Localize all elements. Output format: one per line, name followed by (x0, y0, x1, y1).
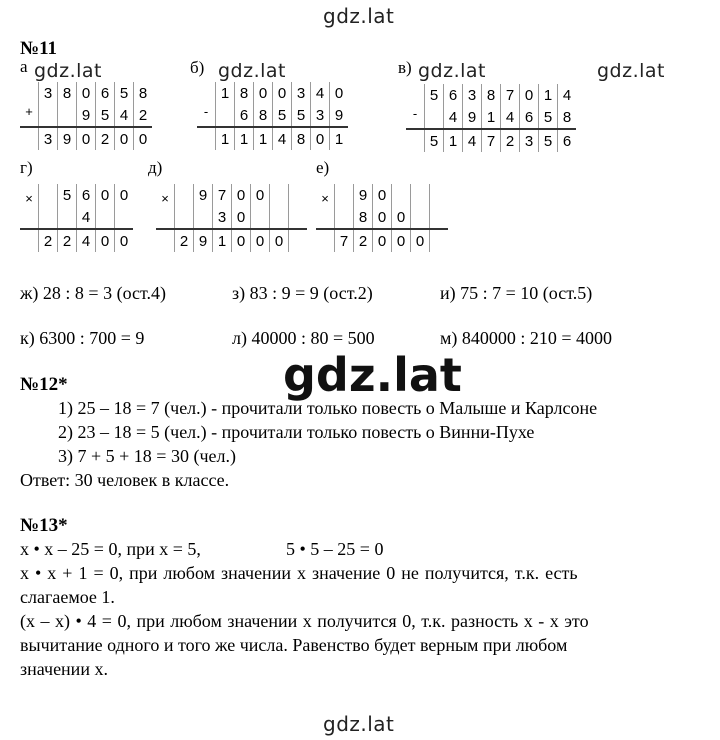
digit-cell: 6 (235, 104, 254, 127)
digit-cell: 5 (539, 129, 558, 152)
watermark-right: gdz.lat (597, 60, 666, 82)
digit-cell (216, 104, 235, 127)
digit-cell: 1 (482, 106, 501, 129)
digit-cell: 2 (501, 129, 520, 152)
digit-cell: 3 (213, 206, 232, 229)
operator-cell: - (197, 104, 216, 127)
digit-cell: 0 (392, 229, 411, 252)
digit-cell: 0 (520, 84, 539, 106)
operator-cell (20, 206, 39, 229)
digit-cell: 4 (311, 82, 330, 104)
digit-cell: 0 (251, 184, 270, 206)
digit-cell: 0 (119, 232, 129, 250)
task-13-line-6: значении x. (20, 659, 108, 679)
digit-cell (430, 229, 449, 252)
digit-cell: 0 (138, 130, 148, 148)
digit-cell: 0 (232, 206, 251, 229)
digit-cell: 0 (373, 184, 392, 206)
digit-cell: 5 (425, 129, 444, 152)
task-12-line-2: 2) 23 – 18 = 5 (чел.) - прочитали только повесть о Винни-Пухе (58, 422, 535, 442)
digit-cell: 9 (330, 104, 349, 127)
digit-cell: 8 (254, 104, 273, 127)
digit-cell: 8 (292, 127, 311, 150)
digit-cell: 5 (115, 82, 134, 104)
digit-cell: 9 (194, 184, 213, 206)
digit-cell: 9 (58, 127, 77, 150)
operator-cell: × (156, 184, 175, 206)
digit-cell: 0 (251, 229, 270, 252)
task-12-title: №12* (20, 374, 68, 395)
watermark-center: gdz.lat (283, 348, 462, 402)
digit-cell: 8 (58, 82, 77, 104)
operator-cell: - (406, 106, 425, 129)
digit-cell: 6 (520, 106, 539, 129)
digit-cell: 5 (96, 104, 115, 127)
division-i: и) 75 : 7 = 10 (ост.5) (440, 283, 593, 303)
digit-cell (39, 206, 58, 229)
digit-cell: 0 (273, 82, 292, 104)
digit-cell: 4 (562, 86, 572, 104)
digit-cell: 3 (39, 82, 58, 104)
digit-cell: 1 (444, 129, 463, 152)
digit-cell (289, 206, 308, 229)
digit-cell: 4 (273, 127, 292, 150)
task-13-title: №13* (20, 515, 68, 536)
watermark-top: gdz.lat (323, 4, 395, 28)
digit-cell: 9 (194, 229, 213, 252)
digit-cell (430, 184, 449, 206)
operator-cell (20, 229, 39, 252)
operator-cell: × (20, 184, 39, 206)
digit-cell: 8 (354, 206, 373, 229)
digit-cell: 2 (58, 229, 77, 252)
digit-cell (411, 206, 430, 229)
digit-cell: 3 (39, 127, 58, 150)
operator-cell: + (20, 104, 39, 127)
label-b: б) (190, 58, 205, 77)
task-13-line-1a: x • x – 25 = 0, при x = 5, (20, 539, 201, 559)
task-12-line-3: 3) 7 + 5 + 18 = 30 (чел.) (58, 446, 236, 466)
operator-cell (316, 229, 335, 252)
digit-cell: 3 (292, 82, 311, 104)
digit-cell (251, 206, 270, 229)
label-d: д) (148, 158, 163, 177)
digit-cell: 5 (539, 106, 558, 129)
digit-cell: 5 (425, 84, 444, 106)
column-multiplication-d (156, 184, 307, 252)
division-z: з) 83 : 9 = 9 (ост.2) (232, 283, 373, 303)
task-11-title: №11 (20, 38, 58, 59)
digit-cell: 0 (232, 184, 251, 206)
digit-cell: 4 (463, 129, 482, 152)
task-13-line-3: слагаемое 1. (20, 587, 115, 607)
digit-cell: 2 (96, 127, 115, 150)
digit-cell: 8 (235, 82, 254, 104)
digit-cell: 8 (558, 106, 577, 129)
task-13-line-1b: 5 • 5 – 25 = 0 (286, 539, 384, 559)
digit-cell: 6 (444, 84, 463, 106)
operator-cell (156, 206, 175, 229)
division-k: к) 6300 : 700 = 9 (20, 328, 145, 348)
digit-cell: 9 (354, 184, 373, 206)
digit-cell (411, 184, 430, 206)
operator-cell (156, 229, 175, 252)
task-12-line-1: 1) 25 – 18 = 7 (чел.) - прочитали только повесть о Малыше и Карлсоне (58, 398, 598, 418)
digit-cell: 4 (77, 206, 96, 229)
digit-cell: 1 (235, 127, 254, 150)
digit-cell: 0 (373, 229, 392, 252)
digit-cell: 0 (115, 127, 134, 150)
digit-cell: 7 (501, 84, 520, 106)
digit-cell (392, 184, 411, 206)
watermark-b: gdz.lat (218, 60, 287, 82)
digit-cell: 3 (311, 104, 330, 127)
digit-cell (335, 206, 354, 229)
label-a: а (20, 57, 28, 76)
column-subtraction-b (197, 82, 348, 150)
operator-cell (20, 82, 39, 104)
digit-cell: 6 (77, 184, 96, 206)
column-multiplication-e (316, 184, 448, 252)
digit-cell: 4 (444, 106, 463, 129)
operator-cell: × (316, 184, 335, 206)
digit-cell (58, 104, 77, 127)
digit-cell (175, 206, 194, 229)
operator-cell (197, 127, 216, 150)
digit-cell: 7 (213, 184, 232, 206)
operator-cell (316, 206, 335, 229)
digit-cell (289, 229, 308, 252)
column-addition-a (20, 82, 152, 150)
digit-cell: 4 (115, 104, 134, 127)
digit-cell (335, 184, 354, 206)
digit-cell: 2 (354, 229, 373, 252)
digit-cell: 0 (77, 82, 96, 104)
digit-cell: 8 (482, 84, 501, 106)
digit-cell: 1 (216, 127, 235, 150)
watermark-v: gdz.lat (418, 60, 487, 82)
task-13-line-5: вычитание одного и того же числа. Равенство будет верным при любом (20, 635, 568, 655)
digit-cell: 0 (96, 184, 115, 206)
digit-cell: 0 (232, 229, 251, 252)
digit-cell (270, 184, 289, 206)
operator-cell (406, 84, 425, 106)
division-zh: ж) 28 : 8 = 3 (ост.4) (20, 283, 167, 303)
label-v: в) (398, 58, 412, 77)
digit-cell (270, 206, 289, 229)
digit-cell: 7 (482, 129, 501, 152)
digit-cell: 9 (77, 104, 96, 127)
operator-cell (406, 129, 425, 152)
digit-cell: 4 (77, 229, 96, 252)
digit-cell (289, 184, 308, 206)
digit-cell (96, 206, 115, 229)
digit-cell: 4 (501, 106, 520, 129)
digit-cell: 0 (96, 229, 115, 252)
digit-cell: 0 (373, 206, 392, 229)
digit-cell: 5 (58, 184, 77, 206)
operator-cell (197, 82, 216, 104)
task-13-line-2: x • x + 1 = 0, при любом значении x значение 0 не получится, т.к. есть (20, 563, 578, 583)
digit-cell: 9 (463, 106, 482, 129)
task-13-line-4: (x – x) • 4 = 0, при любом значении x получится 0, т.к. разность x - x это (20, 611, 589, 631)
column-subtraction-v (406, 84, 576, 152)
digit-cell: 6 (562, 132, 572, 150)
digit-cell: 5 (292, 104, 311, 127)
digit-cell: 0 (119, 186, 129, 204)
digit-cell (430, 206, 449, 229)
task-12-answer: Ответ: 30 человек в классе. (20, 470, 230, 490)
digit-cell: 0 (334, 84, 344, 102)
digit-cell (194, 206, 213, 229)
label-g: г) (20, 158, 33, 177)
digit-cell (58, 206, 77, 229)
digit-cell: 2 (134, 104, 153, 127)
division-l: л) 40000 : 80 = 500 (232, 328, 375, 348)
digit-cell: 3 (520, 129, 539, 152)
digit-cell: 0 (254, 82, 273, 104)
digit-cell (425, 106, 444, 129)
digit-cell: 2 (175, 229, 194, 252)
digit-cell: 0 (311, 127, 330, 150)
digit-cell: 1 (254, 127, 273, 150)
digit-cell: 5 (273, 104, 292, 127)
label-e: е) (316, 158, 330, 177)
digit-cell: 1 (216, 82, 235, 104)
operator-cell (20, 127, 39, 150)
division-m: м) 840000 : 210 = 4000 (440, 328, 613, 348)
digit-cell (175, 184, 194, 206)
digit-cell: 0 (392, 206, 411, 229)
digit-cell: 7 (335, 229, 354, 252)
digit-cell (39, 104, 58, 127)
digit-cell: 0 (77, 127, 96, 150)
digit-cell: 2 (39, 229, 58, 252)
digit-cell: 1 (213, 229, 232, 252)
digit-cell: 3 (463, 84, 482, 106)
digit-cell: 0 (411, 229, 430, 252)
watermark-a: gdz.lat (34, 60, 103, 82)
digit-cell (39, 184, 58, 206)
digit-cell: 6 (96, 82, 115, 104)
digit-cell: 0 (270, 229, 289, 252)
watermark-bottom: gdz.lat (323, 712, 395, 736)
digit-cell (115, 206, 134, 229)
digit-cell: 1 (334, 130, 344, 148)
digit-cell: 1 (539, 84, 558, 106)
digit-cell: 8 (138, 84, 148, 102)
column-multiplication-g (20, 184, 133, 252)
